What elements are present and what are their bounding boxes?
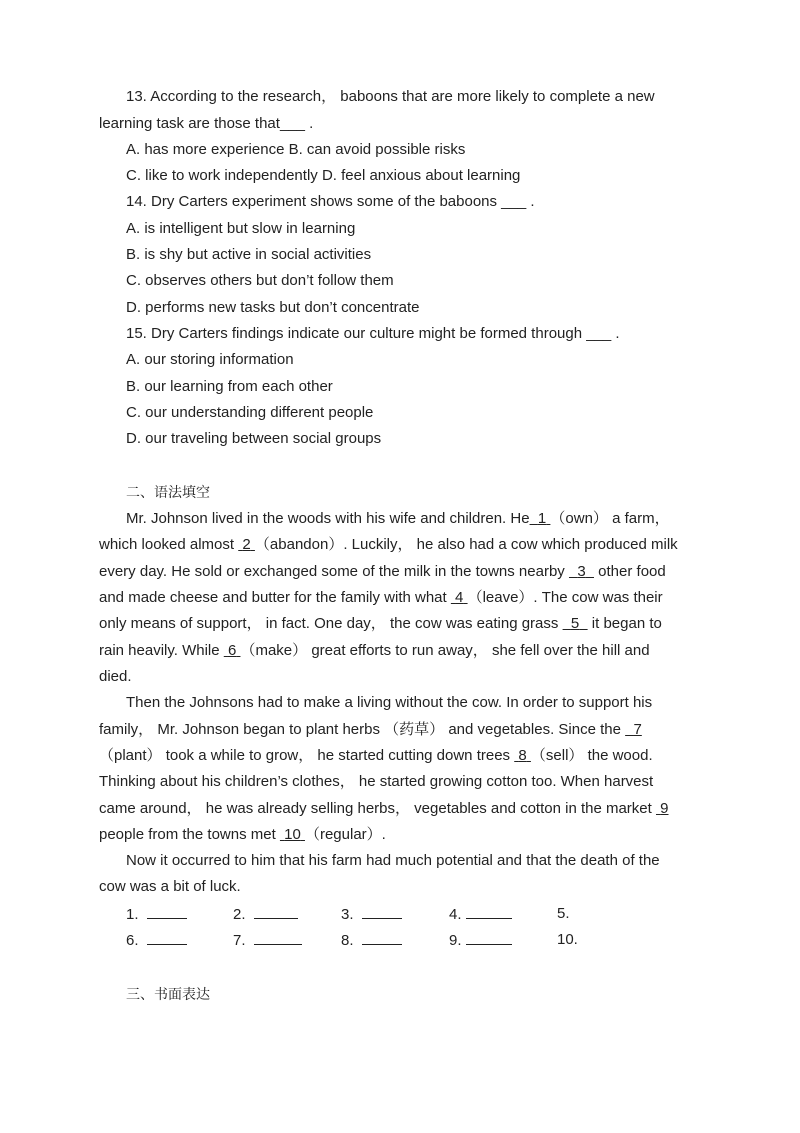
question-14-option-a: A. is intelligent but slow in learning [126,220,356,237]
answer-blank[interactable] [254,904,298,919]
blank-marker-8: 8 [518,747,527,764]
question-15-option-b: B. our learning from each other [126,378,333,395]
answer-blank[interactable] [254,930,302,945]
answer-blank[interactable] [466,930,512,945]
passage-line-11: Thinking about his children’s clothes， he started growing cotton too. When harvest [99,773,654,790]
passage-text: （leave）. The cow was their [467,589,663,606]
passage-text: （make） great efforts to run away， she fell over the hill and [240,642,650,659]
answer-slot-7: 7. [233,930,302,951]
blank-marker-9: 9 [660,800,669,817]
passage-text: （plant） took a while to grow， he started cutting down trees [99,747,515,764]
passage-line-10 [99,746,653,766]
passage-line-3 [99,562,666,582]
blank-marker-7: 7 [633,721,642,738]
answer-slot-10: 10. [557,931,578,948]
question-13-options-cd: C. like to work independently D. feel anxious about learning [126,167,521,184]
question-13-options-ab: A. has more experience B. can avoid possible risks [126,141,466,158]
passage-text: which looked almost [99,536,239,553]
question-15-option-d: D. our traveling between social groups [126,430,382,447]
answer-slot-6: 6. [126,930,187,951]
passage-line-15: cow was a bit of luck. [99,878,241,895]
passage-line-5 [99,614,662,634]
question-15-option-c: C. our understanding different people [126,404,374,421]
blank-marker-3: 3 [577,563,586,580]
passage-line-14: Now it occurred to him that his farm had much potential and that the death of the [126,852,660,869]
passage-text: （regular）. [304,826,386,843]
blank-marker-5: 5 [570,615,580,632]
passage-text: came around， he was already selling herbs， vegetables and cotton in the market [99,800,656,817]
blank-marker-1: 1 [537,510,547,527]
passage-line-12 [99,799,669,819]
passage-line-2 [99,535,678,555]
answer-slot-3: 3. [341,904,402,925]
blank-marker-10: 10 [284,826,301,843]
passage-line-13 [99,825,386,845]
passage-text: （sell） the wood. [530,747,653,764]
passage-text: rain heavily. While [99,642,224,659]
answer-slot-1: 1. [126,904,187,925]
passage-line-1 [126,509,670,529]
answer-blank[interactable] [147,904,187,919]
passage-text: every day. He sold or exchanged some of the milk in the towns nearby [99,563,569,580]
passage-text: people from the towns met [99,826,280,843]
question-13-stem-line1: 13. According to the research， baboons that are more likely to complete a new [126,88,655,105]
question-15-stem: 15. Dry Carters findings indicate our culture might be formed through ___ . [126,325,620,342]
passage-text: （abandon）. Luckily， he also had a cow which produced milk [254,536,678,553]
passage-text: and made cheese and butter for the family with what [99,589,451,606]
answer-slot-2: 2. [233,904,298,925]
answer-slot-4: 4. [449,904,512,925]
passage-line-6 [99,641,650,661]
passage-line-9 [99,720,642,740]
grammar-section-heading: 二、语法填空 [126,485,210,501]
writing-section-heading: 三、书面表达 [126,987,210,1003]
blank-marker-4: 4 [455,589,464,606]
question-15-option-a: A. our storing information [126,351,294,368]
answer-slot-9: 9. [449,930,512,951]
answer-slot-8: 8. [341,930,402,951]
question-14-option-c: C. observes others but don’t follow them [126,272,394,289]
answer-blank[interactable] [362,904,402,919]
answer-blank[interactable] [466,904,512,919]
question-14-option-b: B. is shy but active in social activities [126,246,372,263]
passage-text: family， Mr. Johnson began to plant herbs （药草） and vegetables. Since the [99,721,626,738]
passage-line-7: died. [99,668,132,685]
passage-text: （own） a farm， [550,510,670,527]
question-14-option-d: D. performs new tasks but don’t concentrate [126,299,420,316]
passage-text: it began to [587,615,662,632]
question-14-stem: 14. Dry Carters experiment shows some of the baboons ___ . [126,193,535,210]
blank-marker-2: 2 [242,536,251,553]
answer-blank[interactable] [147,930,187,945]
passage-text: only means of support， in fact. One day， the cow was eating grass [99,615,563,632]
passage-text: Mr. Johnson lived in the woods with his wife and children. He [126,510,530,527]
question-13-stem-line2: learning task are those that___ . [99,115,314,132]
passage-line-4 [99,588,663,608]
passage-line-8: Then the Johnsons had to make a living without the cow. In order to support his [126,694,653,711]
answer-blank[interactable] [362,930,402,945]
passage-text: other food [594,563,666,580]
blank-marker-6: 6 [227,642,237,659]
answer-slot-5: 5. [557,905,570,922]
